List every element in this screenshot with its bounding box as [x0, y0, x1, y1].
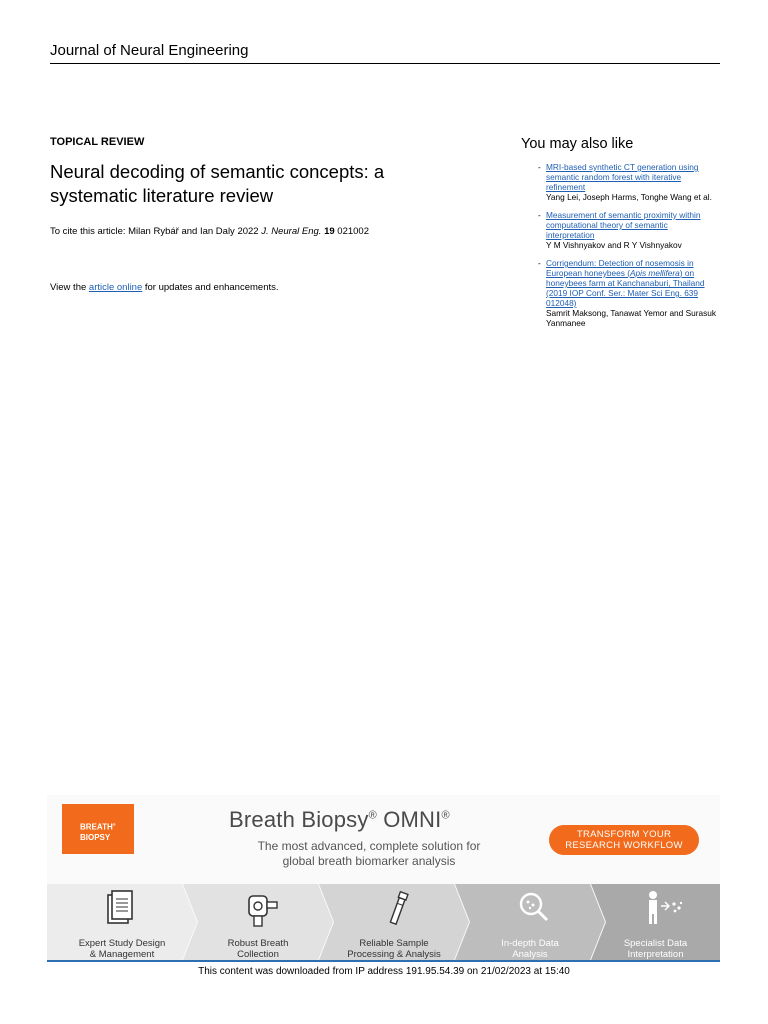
related-title-part: Corrigendum: Detection of nosemosis in European honeybees (	[546, 258, 694, 278]
related-list	[538, 162, 718, 336]
citation	[50, 226, 369, 237]
article-online-link[interactable]: article online	[88, 282, 143, 293]
related-item	[538, 162, 718, 202]
related-heading: You may also like	[521, 136, 634, 152]
journal-name: Journal of Neural Engineering	[50, 42, 249, 59]
transform-workflow-button[interactable]	[549, 825, 699, 855]
document-icon	[105, 890, 135, 930]
header-rule	[50, 63, 720, 64]
step-label	[183, 938, 333, 960]
step-label-line: Robust Breath	[227, 938, 289, 949]
download-notice: This content was downloaded from IP address 191.95.54.39 on 21/02/2023 at 15:40	[198, 966, 570, 977]
brand-suffix: OMNI	[376, 807, 442, 832]
brand-mark: ®	[368, 809, 377, 822]
step-label-line: Interpretation	[627, 949, 684, 960]
step-label-line: Processing & Analysis	[347, 949, 441, 960]
logo-mark: ®	[112, 822, 116, 827]
workflow-steps	[47, 884, 720, 960]
step-label	[591, 938, 720, 960]
list-dash: -	[538, 210, 541, 220]
tagline-line-2: global breath biomarker analysis	[282, 854, 456, 868]
workflow-step	[47, 884, 197, 960]
workflow-step	[591, 884, 720, 960]
step-label	[319, 938, 469, 960]
related-link-3[interactable]	[546, 258, 705, 308]
step-label-line: Analysis	[512, 949, 548, 960]
logo-line-2: BIOPSY	[80, 832, 111, 842]
article-type: TOPICAL REVIEW	[50, 136, 145, 148]
citation-journal: J. Neural Eng.	[261, 226, 322, 237]
related-item	[538, 210, 718, 250]
step-label-line: Expert Study Design	[78, 938, 166, 949]
step-label-line: Collection	[237, 949, 279, 960]
step-label-line: Specialist Data	[623, 938, 688, 949]
tagline-line-1: The most advanced, complete solution for	[257, 839, 481, 853]
related-authors: Samrit Maksong, Tanawat Yemor and Surasuk Yanmanee	[546, 308, 717, 328]
related-title-part: ) on honeybees farm at Kanchanaburi, Thailand (2019 IOP Conf. Ser.: Mater Sci Eng. 639 012048)	[546, 268, 705, 308]
related-authors: Yang Lei, Joseph Harms, Tonghe Wang et al.	[546, 192, 712, 202]
cta-line-1: TRANSFORM YOUR	[576, 829, 672, 840]
list-dash: -	[538, 162, 541, 172]
breath-biopsy-logo	[62, 804, 134, 854]
view-suffix: for updates and enhancements.	[142, 282, 279, 293]
advertisement-banner[interactable]	[47, 795, 720, 962]
citation-number: 021002	[334, 226, 369, 237]
step-label-line: & Management	[89, 949, 155, 960]
related-link-2[interactable]: Measurement of semantic proximity within computational theory of semantic interpretation	[546, 210, 701, 240]
cta-line-2: RESEARCH WORKFLOW	[565, 840, 683, 851]
logo-line-1: BREATH	[80, 822, 113, 832]
ad-brand-title	[229, 807, 450, 833]
workflow-step	[455, 884, 605, 960]
step-label-line: In-depth Data	[501, 938, 559, 949]
ad-tagline	[219, 839, 519, 869]
related-link-1[interactable]: MRI-based synthetic CT generation using semantic random forest with iterative refinement	[546, 162, 699, 192]
article-title: Neural decoding of semantic concepts: a systematic literature review	[50, 161, 385, 206]
person-data-icon	[643, 890, 687, 930]
sample-tube-icon	[383, 890, 413, 930]
step-label-line: Reliable Sample	[359, 938, 429, 949]
related-item	[538, 258, 718, 328]
citation-prefix: To cite this article: Milan Rybář and Ian Daly 2022	[50, 226, 262, 237]
brand-name: Breath Biopsy	[229, 807, 369, 832]
breath-collector-icon	[245, 890, 281, 930]
step-label	[455, 938, 605, 960]
list-dash: -	[538, 258, 541, 268]
ad-header	[47, 795, 720, 883]
view-online	[50, 282, 279, 293]
ad-bottom-line	[47, 960, 720, 962]
related-authors: Y M Vishnyakov and R Y Vishnyakov	[546, 240, 682, 250]
magnifier-icon	[517, 890, 551, 930]
workflow-step	[319, 884, 469, 960]
view-prefix: View the	[50, 282, 89, 293]
citation-volume: 19	[324, 226, 335, 237]
related-title-species: Apis mellifera	[629, 268, 680, 278]
brand-suffix-mark: ®	[441, 809, 450, 822]
step-label	[47, 938, 197, 960]
workflow-step	[183, 884, 333, 960]
